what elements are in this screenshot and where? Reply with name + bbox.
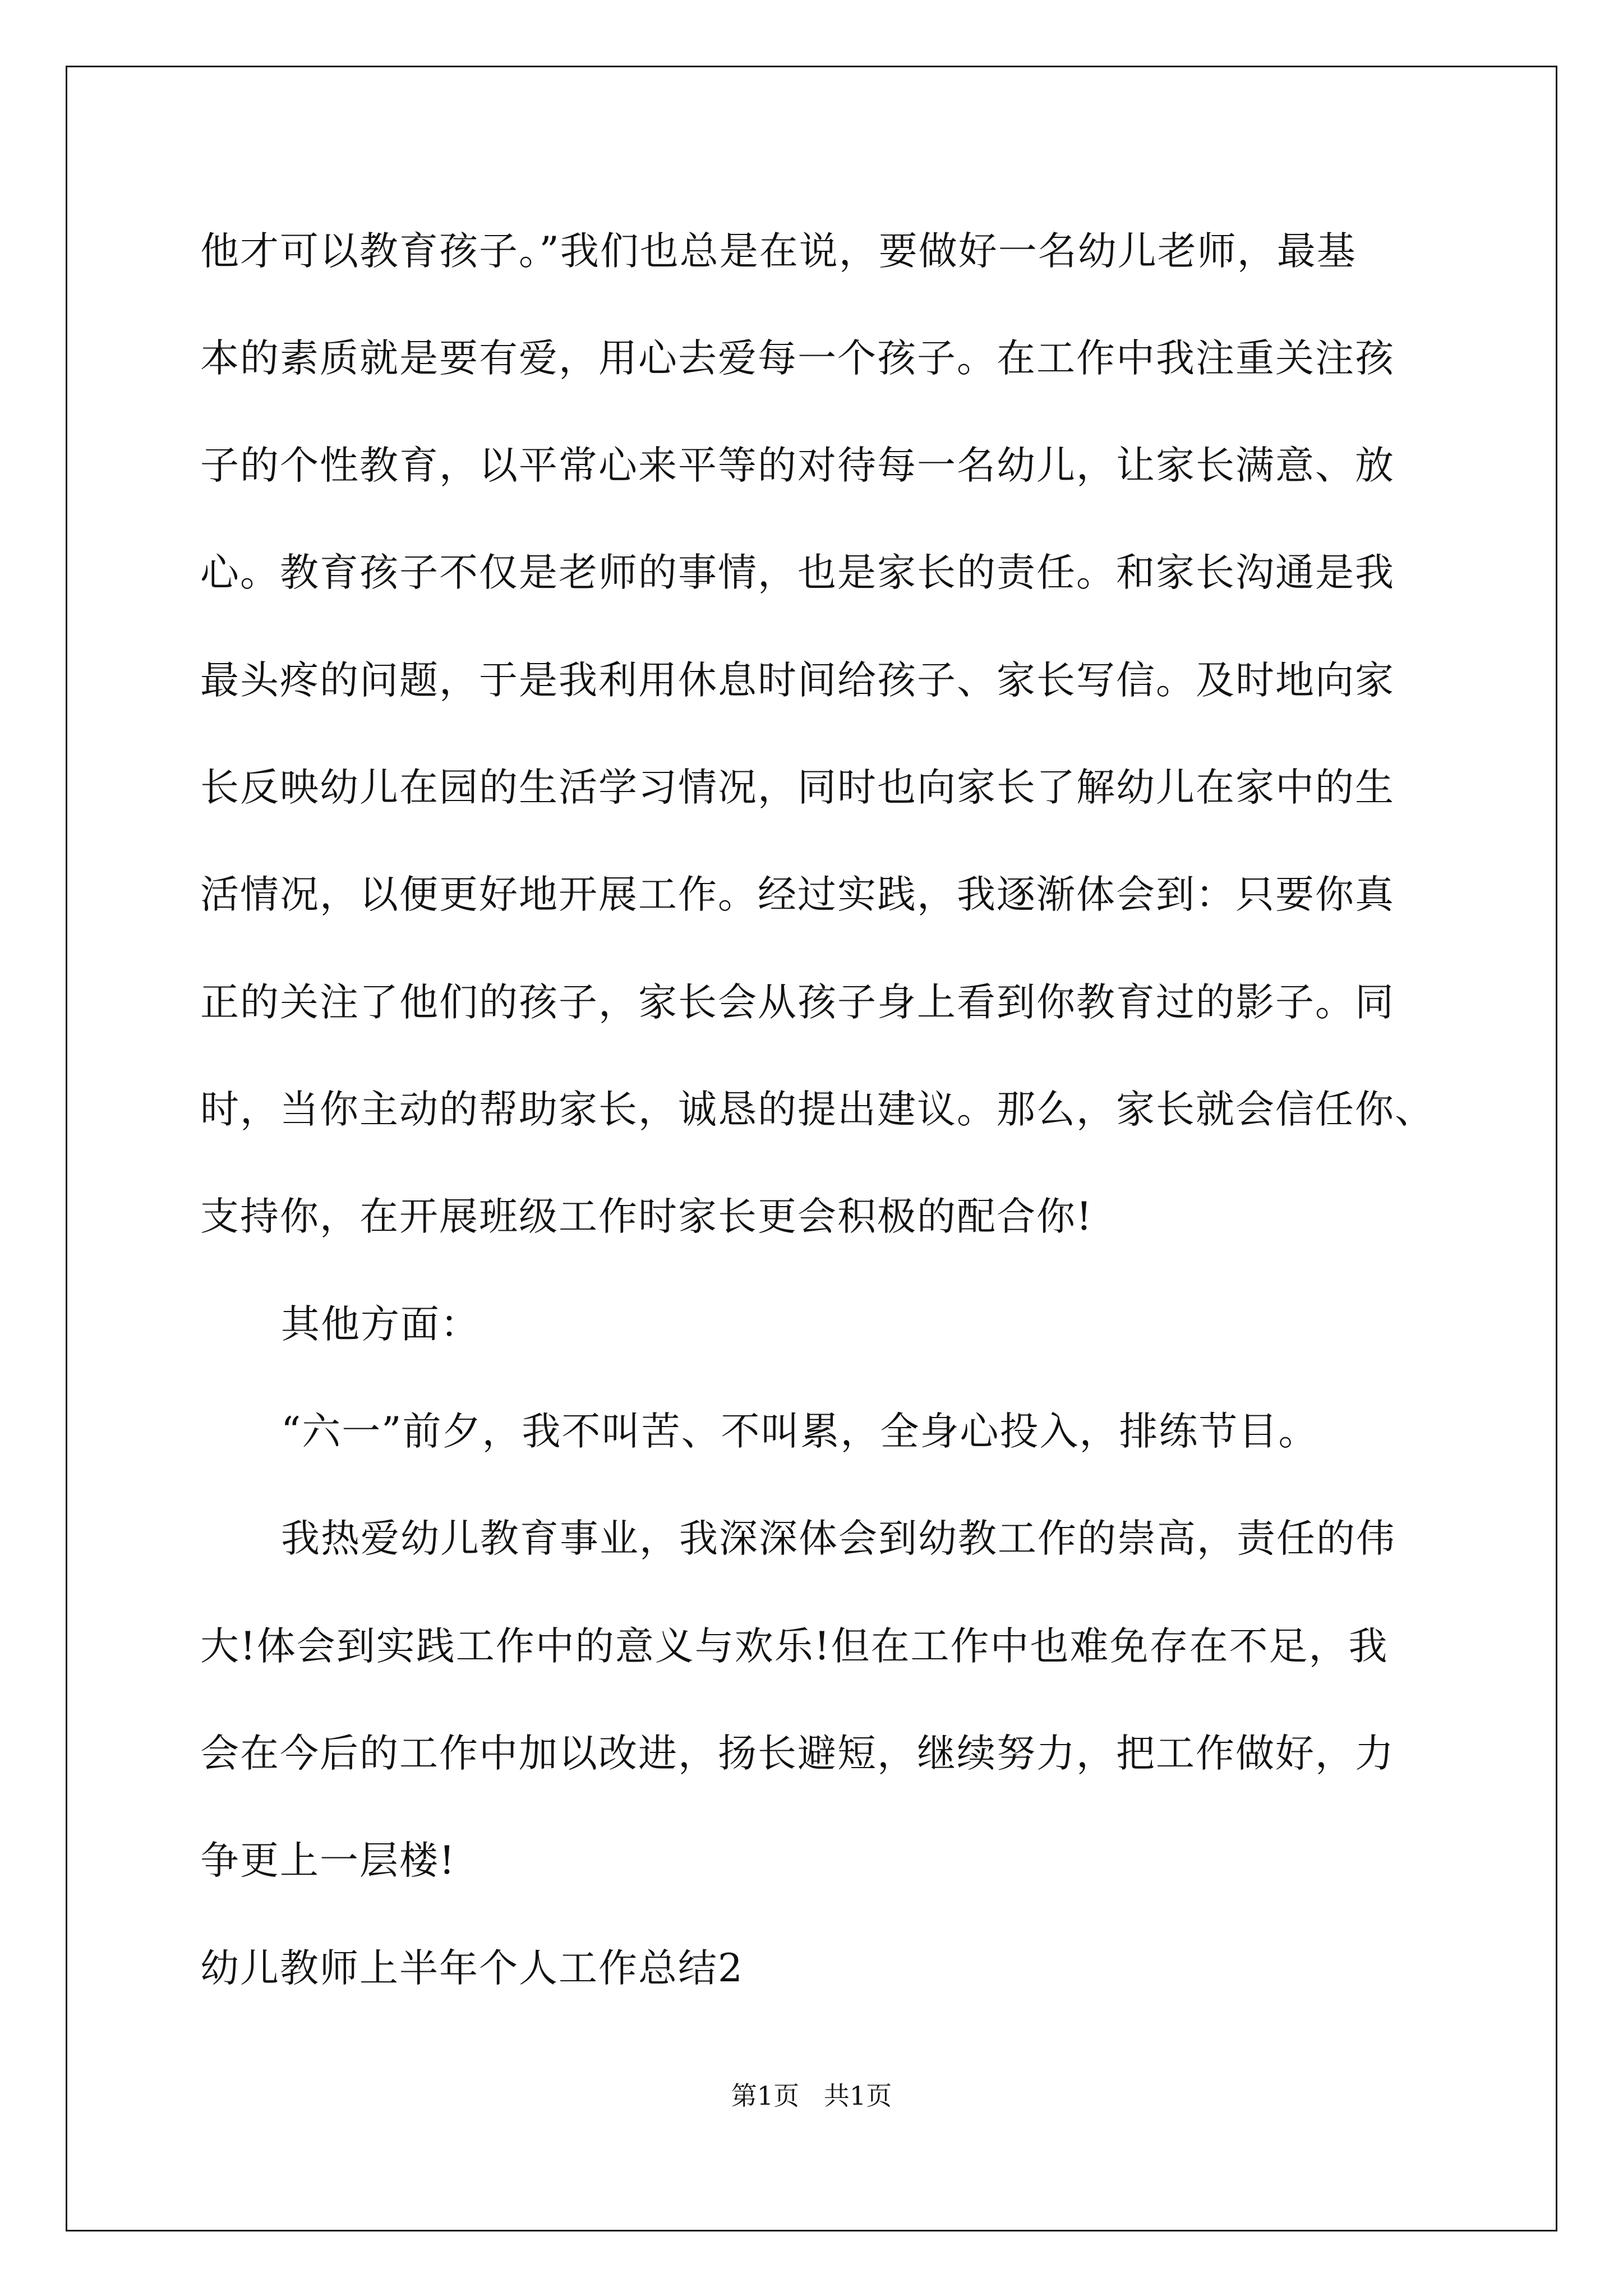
text-line: 他才可以教育孩子。”我们也总是在说，要做好一名幼儿老师，最基: [200, 229, 1357, 274]
section-heading: 其他方面：: [281, 1302, 480, 1347]
document-title: 幼儿教师上半年个人工作总结2: [200, 1946, 744, 1991]
text-line: 正的关注了他们的孩子，家长会从孩子身上看到你教育过的影子。同: [200, 980, 1395, 1025]
text-line: 会在今后的工作中加以改进，扬长避短，继续努力，把工作做好，力: [200, 1731, 1395, 1776]
text-line: 活情况，以便更好地开展工作。经过实践，我逐渐体会到：只要你真: [200, 872, 1395, 917]
text-line: 时，当你主动的帮助家长，诚恳的提出建议。那么，家长就会信任你、: [200, 1087, 1435, 1132]
text-line: 争更上一层楼!: [200, 1838, 456, 1883]
text-line: 支持你，在开展班级工作时家长更会积极的配合你!: [200, 1194, 1093, 1239]
text-line: 我热爱幼儿教育事业，我深深体会到幼教工作的崇高，责任的伟: [281, 1516, 1396, 1561]
text-line: 长反映幼儿在园的生活学习情况，同时也向家长了解幼儿在家中的生: [200, 765, 1395, 810]
text-line: 大!体会到实践工作中的意义与欢乐!但在工作中也难免存在不足，我: [200, 1624, 1389, 1669]
text-line: 本的素质就是要有爱，用心去爱每一个孩子。在工作中我注重关注孩: [200, 336, 1395, 381]
page-border: [66, 66, 1557, 2231]
text-line: 最头疼的问题，于是我利用休息时间给孩子、家长写信。及时地向家: [200, 658, 1395, 703]
text-line: 心。教育孩子不仅是老师的事情，也是家长的责任。和家长沟通是我: [200, 550, 1395, 595]
text-line: 子的个性教育，以平常心来平等的对待每一名幼儿，让家长满意、放: [200, 443, 1395, 488]
text-line: “六一”前夕，我不叫苦、不叫累，全身心投入，排练节目。: [281, 1409, 1318, 1454]
page-footer: 第1页 共1页: [731, 2081, 892, 2111]
